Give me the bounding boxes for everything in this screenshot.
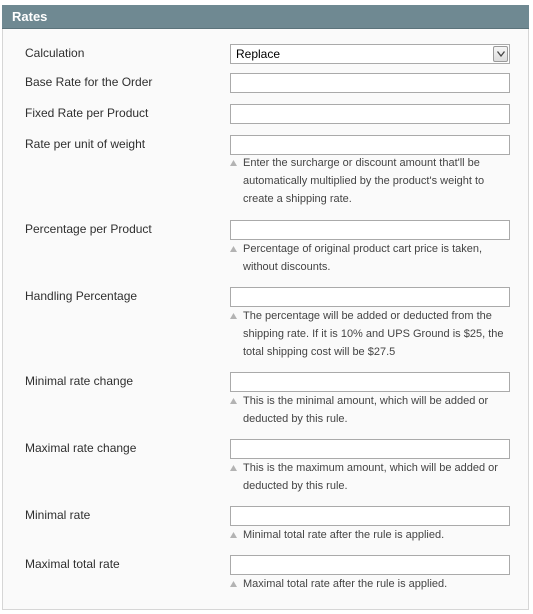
maximal-rate-change-note-text: This is the maximum amount, which will be added or deducted by this rule.: [243, 462, 498, 492]
triangle-up-icon: [230, 398, 237, 404]
maximal-total-rate-note-text: Maximal total rate after the rule is applied.: [243, 578, 448, 590]
rate-per-weight-label: Rate per unit of weight: [25, 137, 146, 151]
base-rate-input[interactable]: [230, 73, 510, 93]
calculation-select-value: Replace: [236, 47, 281, 61]
percentage-per-product-note: [230, 240, 510, 276]
maximal-total-rate-input[interactable]: [230, 555, 510, 575]
minimal-rate-note: [230, 526, 510, 544]
minimal-rate-change-label: Minimal rate change: [25, 374, 134, 388]
handling-percentage-note: [230, 307, 510, 361]
fixed-rate-input[interactable]: [230, 104, 510, 124]
triangle-up-icon: [230, 532, 237, 538]
base-rate-label: Base Rate for the Order: [25, 75, 153, 89]
calculation-label: Calculation: [25, 46, 85, 60]
panel-title: Rates: [12, 9, 48, 24]
triangle-up-icon: [230, 313, 237, 319]
rate-per-weight-note: [230, 154, 510, 208]
maximal-total-rate-note: [230, 575, 510, 593]
maximal-total-rate-label: Maximal total rate: [25, 557, 120, 571]
percentage-per-product-note-text: Percentage of original product cart price is taken, without discounts.: [243, 243, 483, 273]
chevron-down-icon[interactable]: [493, 46, 508, 62]
fixed-rate-label: Fixed Rate per Product: [25, 106, 149, 120]
handling-percentage-note-text: The percentage will be added or deducted from the shipping rate. If it is 10% and UPS Ground is $25, the total shipping cost will be $27.5: [243, 310, 504, 358]
percentage-per-product-label: Percentage per Product: [25, 222, 152, 236]
rate-per-weight-note-text: Enter the surcharge or discount amount that'll be automatically multiplied by the product's weight to create a shipping rate.: [243, 157, 485, 205]
minimal-rate-note-text: Minimal total rate after the rule is applied.: [243, 529, 445, 541]
calculation-select[interactable]: [230, 44, 510, 64]
percentage-per-product-input[interactable]: [230, 220, 510, 240]
maximal-rate-change-input[interactable]: [230, 439, 510, 459]
maximal-rate-change-note: [230, 459, 510, 495]
minimal-rate-change-input[interactable]: [230, 372, 510, 392]
rate-per-weight-input[interactable]: [230, 135, 510, 155]
minimal-rate-change-note: [230, 392, 510, 428]
triangle-up-icon: [230, 160, 237, 166]
minimal-rate-label: Minimal rate: [25, 508, 91, 522]
handling-percentage-label: Handling Percentage: [25, 289, 138, 303]
triangle-up-icon: [230, 246, 237, 252]
panel-header: [2, 5, 529, 29]
maximal-rate-change-label: Maximal rate change: [25, 441, 137, 455]
triangle-up-icon: [230, 581, 237, 587]
minimal-rate-change-note-text: This is the minimal amount, which will be added or deducted by this rule.: [243, 395, 489, 425]
handling-percentage-input[interactable]: [230, 287, 510, 307]
triangle-up-icon: [230, 465, 237, 471]
minimal-rate-input[interactable]: [230, 506, 510, 526]
